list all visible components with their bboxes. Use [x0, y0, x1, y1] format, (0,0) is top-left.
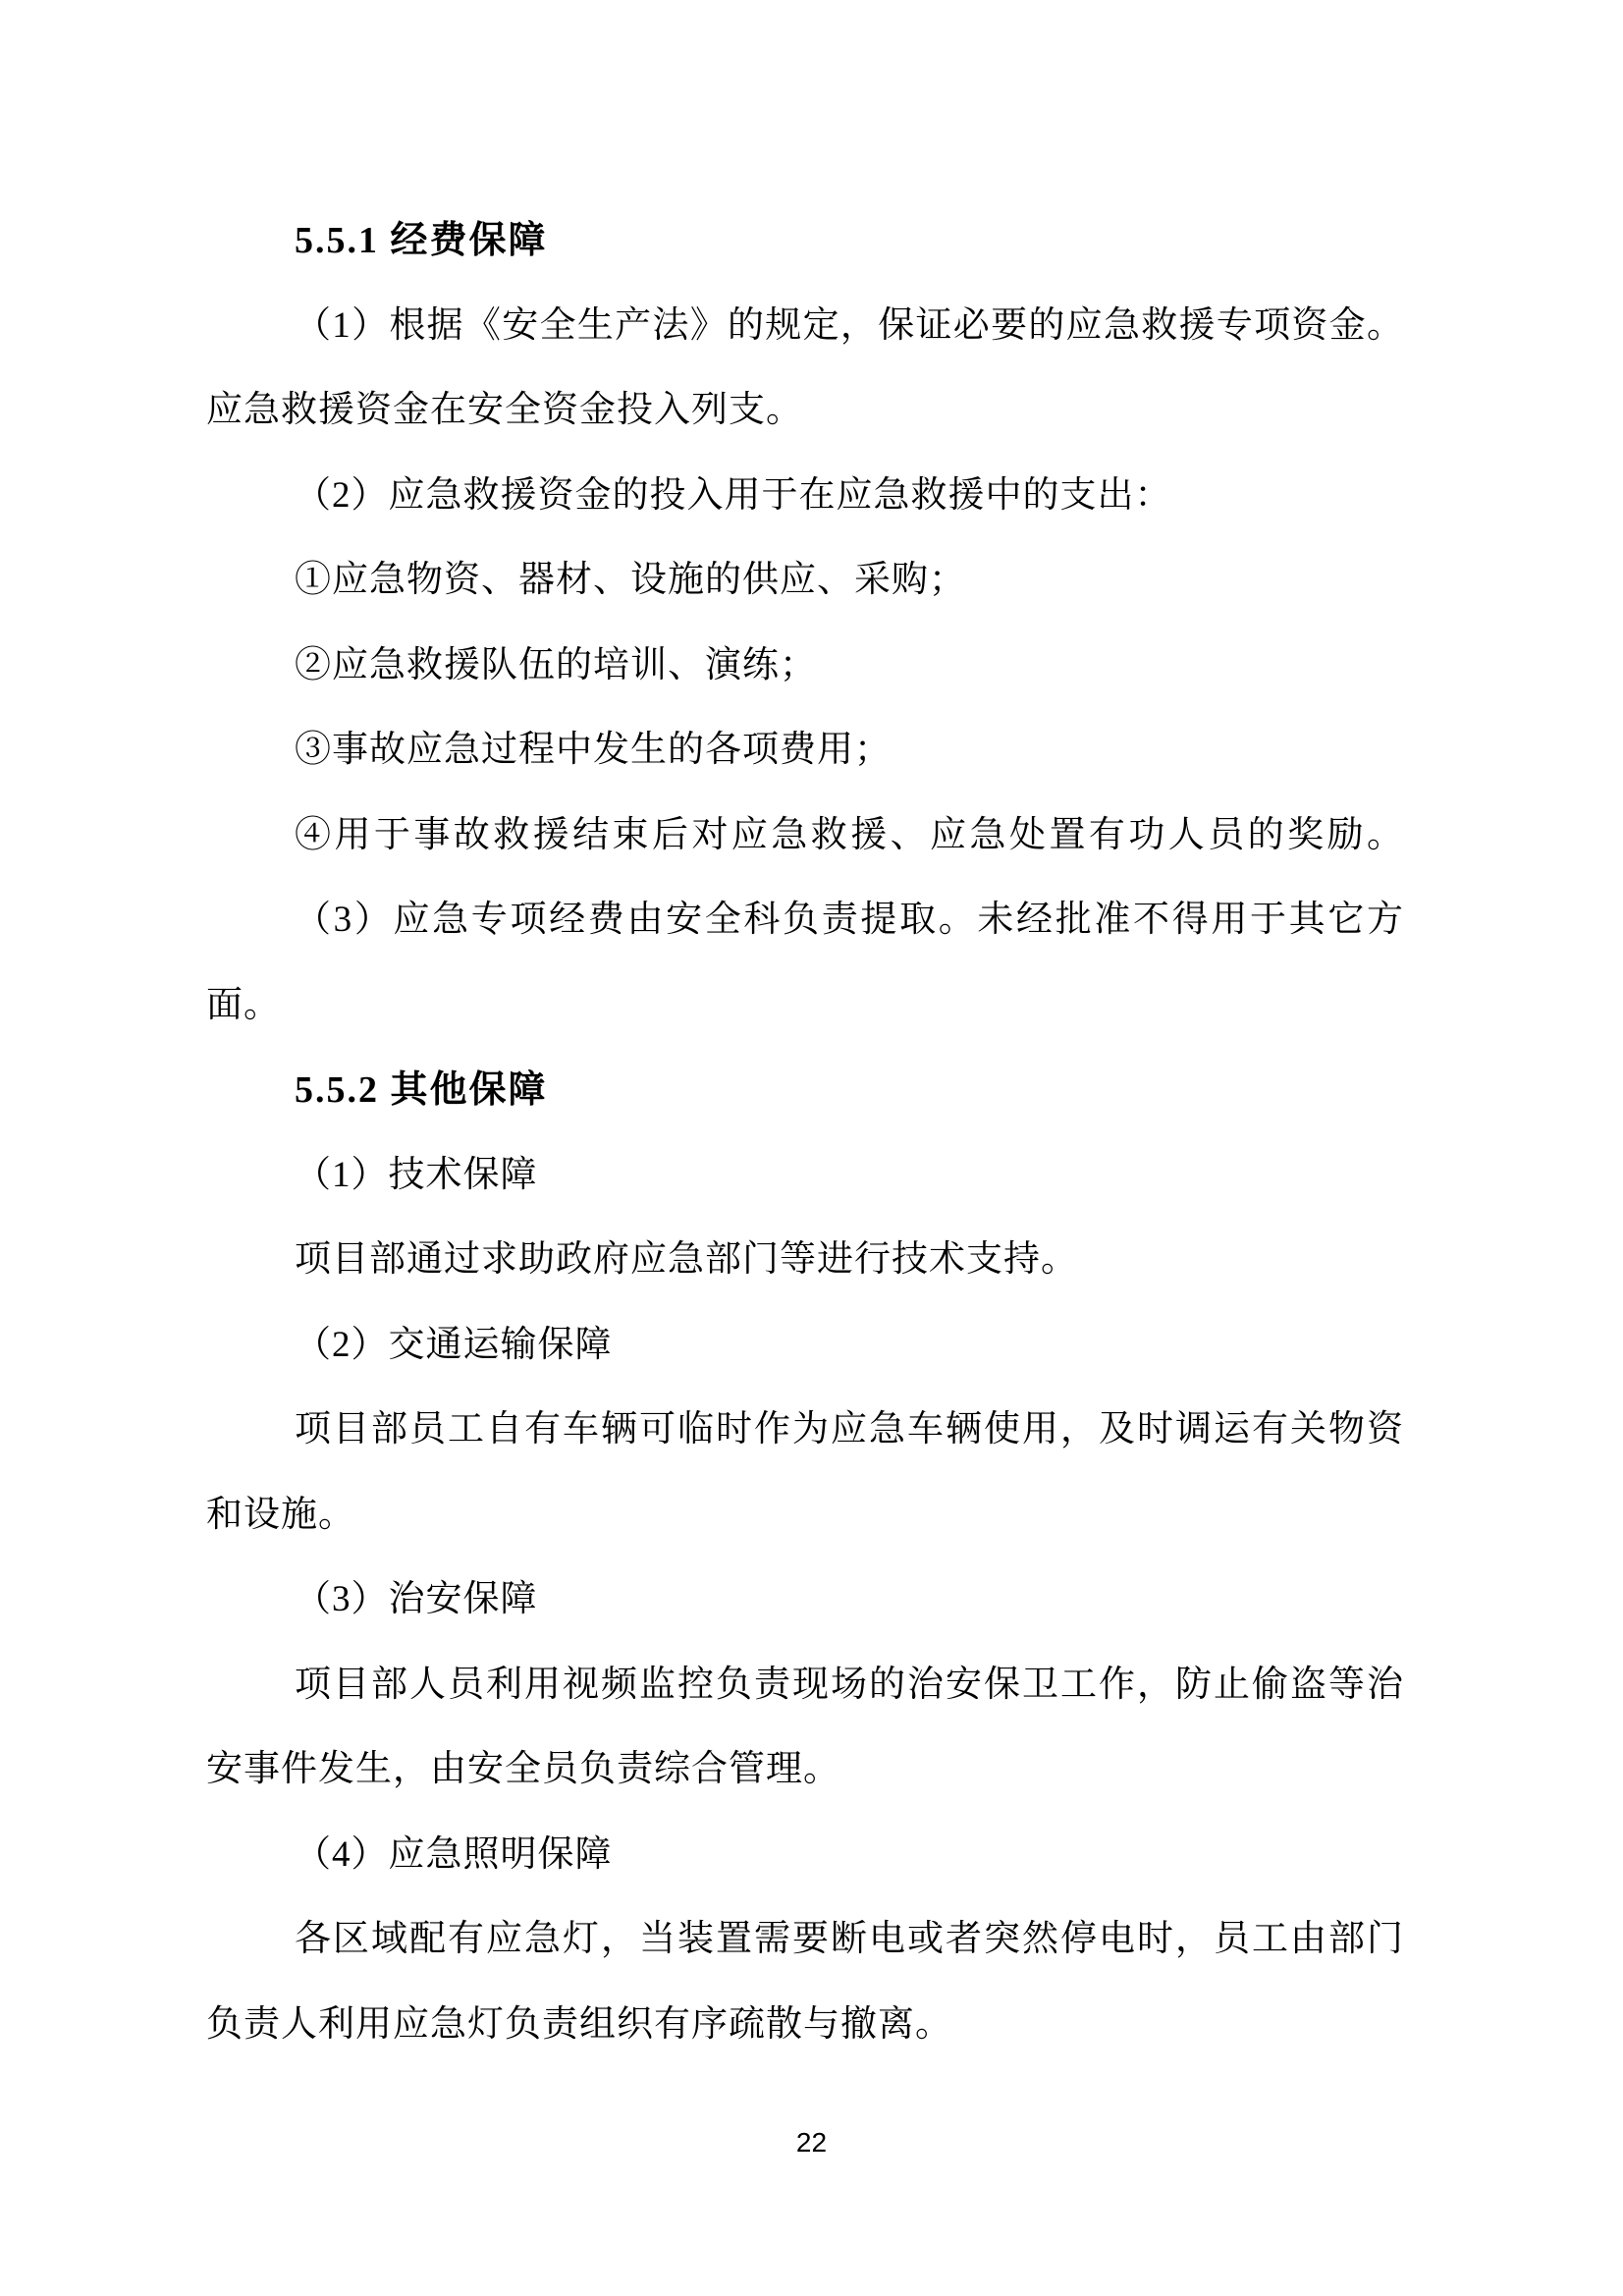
list-item-3: ③事故应急过程中发生的各项费用；	[295, 730, 892, 770]
paragraph-line: 项目部人员利用视频监控负责现场的治安保卫工作，防止偷盗等治	[295, 1664, 1404, 1705]
paragraph-line: （4）应急照明保障	[295, 1833, 613, 1875]
paragraph-line: （1）根据《安全生产法》的规定，保证必要的应急救援专项资金。	[295, 304, 1404, 346]
section-heading-5-5-2: 5.5.2 其他保障	[295, 1069, 548, 1111]
paragraph-line: 各区域配有应急灯，当装置需要断电或者突然停电时，员工由部门	[295, 1919, 1404, 1959]
paragraph-line: 项目部员工自有车辆可临时作为应急车辆使用，及时调运有关物资	[295, 1409, 1404, 1449]
list-item-4: ④用于事故救援结束后对应急救援、应急处置有功人员的奖励。	[295, 814, 1404, 855]
paragraph-line: （2）应急救援资金的投入用于在应急救援中的支出：	[295, 474, 1172, 516]
paragraph-line: （2）交通运输保障	[295, 1324, 613, 1365]
paragraph-line: 负责人利用应急灯负责组织有序疏散与撤离。	[206, 2003, 952, 2045]
document-body	[206, 198, 1404, 2067]
paragraph-line: 项目部通过求助政府应急部门等进行技术支持。	[295, 1239, 1078, 1280]
paragraph-line: （3）应急专项经费由安全科负责提取。未经批准不得用于其它方	[295, 900, 1404, 940]
paragraph-line: 应急救援资金在安全资金投入列支。	[206, 390, 803, 430]
list-item-2: ②应急救援队伍的培训、演练；	[295, 644, 817, 685]
paragraph-line: 和设施。	[206, 1494, 355, 1535]
page-number: 22	[795, 2127, 828, 2158]
paragraph-line: 面。	[206, 984, 281, 1025]
section-heading-5-5-1: 5.5.1 经费保障	[295, 220, 548, 261]
paragraph-line: （1）技术保障	[295, 1154, 538, 1195]
paragraph-line: 安事件发生，由安全员负责综合管理。	[206, 1749, 840, 1789]
list-item-1: ①应急物资、器材、设施的供应、采购；	[295, 560, 966, 600]
paragraph-line: （3）治安保障	[295, 1579, 538, 1619]
